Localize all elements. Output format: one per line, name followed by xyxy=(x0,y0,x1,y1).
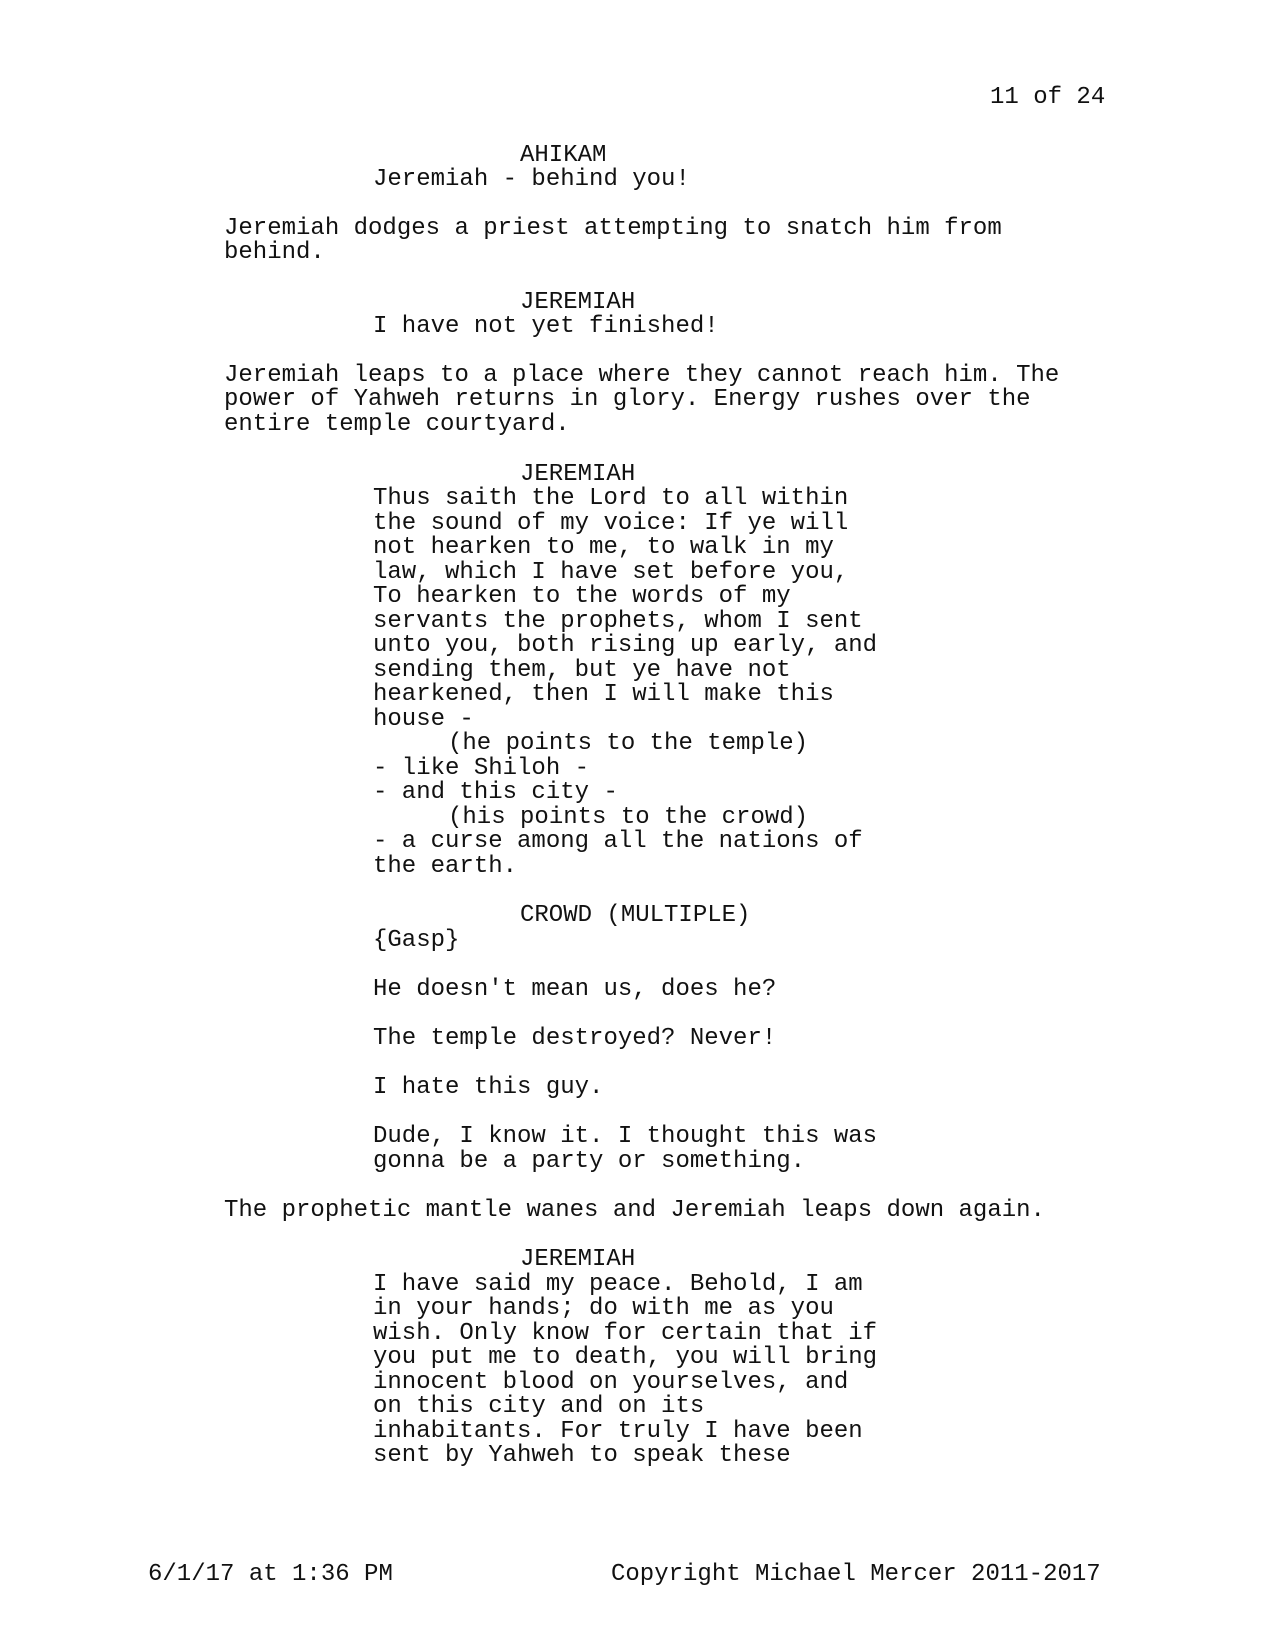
dialogue-line: on this city and on its xyxy=(373,1393,705,1420)
footer-date: 6/1/17 at 1:36 PM xyxy=(148,1561,393,1588)
dialogue-line: - like Shiloh - xyxy=(373,755,590,782)
character-name: JEREMIAH xyxy=(520,461,636,488)
parenthetical: (he points to the temple) xyxy=(448,730,809,757)
dialogue-line: you put me to death, you will bring xyxy=(373,1344,878,1371)
dialogue-line: the earth. xyxy=(373,853,518,880)
action-line: Jeremiah leaps to a place where they cannot reach him. The xyxy=(224,362,1060,389)
dialogue-line: I hate this guy. xyxy=(373,1074,604,1101)
dialogue-line: I have said my peace. Behold, I am xyxy=(373,1271,863,1298)
dialogue-line: wish. Only know for certain that if xyxy=(373,1320,878,1347)
parenthetical: (his points to the crowd) xyxy=(448,804,809,831)
action-line: Jeremiah dodges a priest attempting to snatch him from xyxy=(224,215,1002,242)
dialogue-line: sending them, but ye have not xyxy=(373,657,791,684)
dialogue-line: the sound of my voice: If ye will xyxy=(373,510,849,537)
dialogue-line: I have not yet finished! xyxy=(373,313,719,340)
dialogue-line: sent by Yahweh to speak these xyxy=(373,1442,791,1469)
dialogue-line: gonna be a party or something. xyxy=(373,1148,806,1175)
action-line: behind. xyxy=(224,239,325,266)
action-line: power of Yahweh returns in glory. Energy rushes over the xyxy=(224,386,1031,413)
dialogue-line: To hearken to the words of my xyxy=(373,583,791,610)
dialogue-line: servants the prophets, whom I sent xyxy=(373,608,863,635)
dialogue-line: law, which I have set before you, xyxy=(373,559,849,586)
character-name: CROWD (MULTIPLE) xyxy=(520,902,751,929)
dialogue-line: Jeremiah - behind you! xyxy=(373,166,690,193)
dialogue-line: unto you, both rising up early, and xyxy=(373,632,878,659)
character-name: JEREMIAH xyxy=(520,289,636,316)
dialogue-line: in your hands; do with me as you xyxy=(373,1295,834,1322)
action-line: entire temple courtyard. xyxy=(224,411,570,438)
dialogue-line: not hearken to me, to walk in my xyxy=(373,534,834,561)
dialogue-line: house - xyxy=(373,706,474,733)
dialogue-line: innocent blood on yourselves, and xyxy=(373,1369,849,1396)
footer-copyright: Copyright Michael Mercer 2011-2017 xyxy=(611,1561,1101,1588)
dialogue-line: He doesn't mean us, does he? xyxy=(373,976,777,1003)
character-name: AHIKAM xyxy=(520,142,607,169)
action-line: The prophetic mantle wanes and Jeremiah leaps down again. xyxy=(224,1197,1045,1224)
dialogue-line: Thus saith the Lord to all within xyxy=(373,485,849,512)
dialogue-line: {Gasp} xyxy=(373,927,460,954)
character-name: JEREMIAH xyxy=(520,1246,636,1273)
dialogue-line: The temple destroyed? Never! xyxy=(373,1025,777,1052)
dialogue-line: inhabitants. For truly I have been xyxy=(373,1418,863,1445)
dialogue-line: hearkened, then I will make this xyxy=(373,681,834,708)
dialogue-line: - a curse among all the nations of xyxy=(373,828,863,855)
dialogue-line: - and this city - xyxy=(373,779,618,806)
page-number: 11 of 24 xyxy=(990,84,1106,111)
dialogue-line: Dude, I know it. I thought this was xyxy=(373,1123,878,1150)
